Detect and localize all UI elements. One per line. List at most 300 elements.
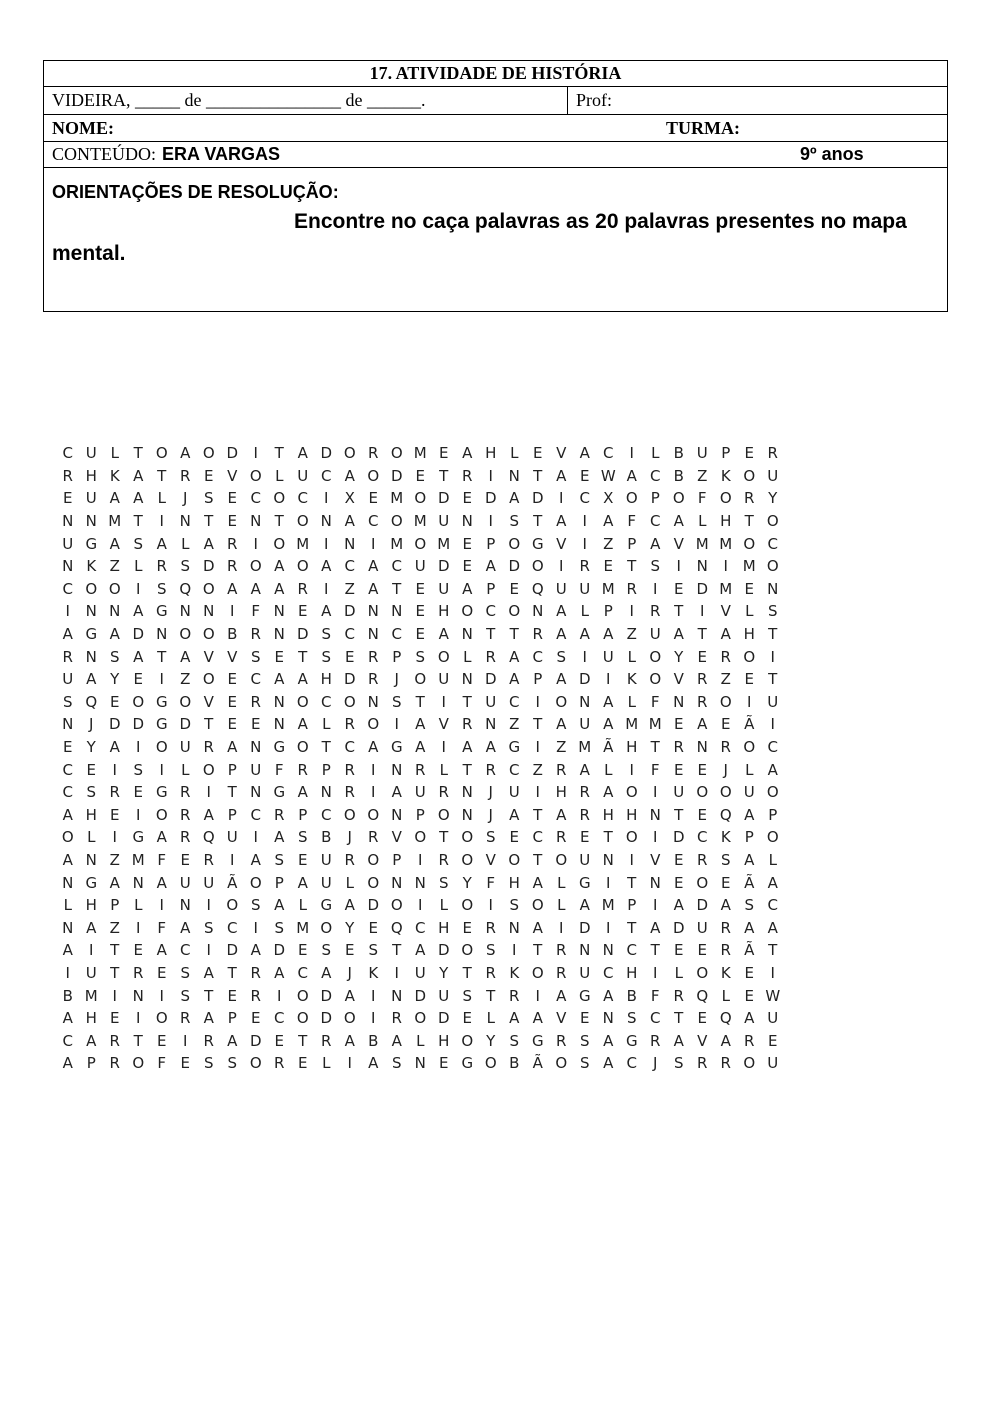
grid-letter[interactable]: Q — [179, 579, 192, 598]
grid-letter[interactable]: S — [556, 647, 567, 666]
grid-letter[interactable]: L — [580, 602, 589, 621]
grid-letter[interactable]: U — [320, 873, 332, 892]
grid-letter[interactable]: A — [556, 670, 567, 689]
grid-letter[interactable]: I — [371, 783, 376, 802]
grid-letter[interactable]: A — [227, 579, 238, 598]
grid-letter[interactable]: C — [485, 602, 496, 621]
grid-letter[interactable]: U — [438, 579, 450, 598]
grid-letter[interactable]: P — [650, 489, 660, 508]
grid-letter[interactable]: Q — [719, 805, 732, 824]
grid-letter[interactable]: A — [274, 828, 285, 847]
grid-letter[interactable]: M — [413, 512, 427, 531]
grid-letter[interactable]: P — [274, 873, 284, 892]
grid-letter[interactable]: I — [770, 963, 775, 982]
grid-letter[interactable]: W — [600, 466, 616, 485]
grid-letter[interactable]: Q — [390, 918, 403, 937]
grid-letter[interactable]: O — [367, 715, 380, 734]
grid-letter[interactable]: S — [368, 941, 379, 960]
grid-letter[interactable]: L — [768, 850, 777, 869]
grid-letter[interactable]: T — [744, 512, 754, 531]
grid-letter[interactable]: S — [274, 850, 285, 869]
grid-letter[interactable]: I — [629, 444, 634, 463]
grid-letter[interactable]: H — [85, 805, 97, 824]
grid-letter[interactable]: N — [461, 670, 473, 689]
grid-letter[interactable]: V — [673, 534, 684, 553]
grid-letter[interactable]: T — [227, 783, 237, 802]
grid-letter[interactable]: T — [486, 625, 496, 644]
grid-letter[interactable]: R — [485, 963, 496, 982]
grid-letter[interactable]: G — [155, 783, 168, 802]
grid-letter[interactable]: D — [320, 444, 333, 463]
grid-letter[interactable]: Ã — [744, 941, 755, 960]
grid-letter[interactable]: U — [767, 1009, 779, 1028]
grid-letter[interactable]: U — [438, 670, 450, 689]
grid-letter[interactable]: M — [131, 850, 145, 869]
grid-letter[interactable]: E — [603, 557, 613, 576]
grid-letter[interactable]: I — [324, 489, 329, 508]
grid-letter[interactable]: O — [555, 1054, 568, 1073]
grid-letter[interactable]: S — [579, 1031, 590, 1050]
grid-letter[interactable]: T — [204, 986, 214, 1005]
grid-letter[interactable]: I — [629, 850, 634, 869]
grid-letter[interactable]: O — [719, 783, 732, 802]
grid-letter[interactable]: T — [133, 512, 143, 531]
grid-letter[interactable]: N — [696, 557, 708, 576]
grid-letter[interactable]: G — [85, 534, 98, 553]
grid-letter[interactable]: N — [602, 850, 614, 869]
grid-letter[interactable]: O — [273, 489, 286, 508]
grid-letter[interactable]: M — [648, 715, 662, 734]
grid-letter[interactable]: H — [320, 670, 332, 689]
grid-letter[interactable]: O — [461, 850, 474, 869]
grid-letter[interactable]: I — [136, 805, 141, 824]
grid-letter[interactable]: S — [297, 828, 308, 847]
grid-letter[interactable]: M — [601, 579, 615, 598]
grid-letter[interactable]: C — [626, 1054, 637, 1073]
grid-letter[interactable]: E — [274, 647, 284, 666]
grid-letter[interactable]: Q — [85, 692, 98, 711]
grid-letter[interactable]: K — [368, 963, 379, 982]
grid-letter[interactable]: E — [721, 873, 731, 892]
grid-letter[interactable]: C — [250, 805, 261, 824]
grid-letter[interactable]: S — [203, 489, 214, 508]
grid-letter[interactable]: N — [461, 783, 473, 802]
grid-letter[interactable]: U — [320, 850, 332, 869]
grid-letter[interactable]: I — [371, 760, 376, 779]
grid-letter[interactable]: I — [653, 896, 658, 915]
grid-letter[interactable]: F — [157, 918, 167, 937]
grid-letter[interactable]: E — [415, 625, 425, 644]
grid-letter[interactable]: A — [744, 918, 755, 937]
grid-letter[interactable]: L — [557, 873, 566, 892]
grid-letter[interactable]: U — [696, 444, 708, 463]
grid-letter[interactable]: N — [179, 602, 191, 621]
grid-letter[interactable]: C — [62, 579, 73, 598]
grid-letter[interactable]: N — [391, 805, 403, 824]
grid-letter[interactable]: I — [136, 1009, 141, 1028]
grid-letter[interactable]: M — [84, 986, 98, 1005]
grid-letter[interactable]: P — [415, 805, 425, 824]
grid-letter[interactable]: Ã — [603, 738, 614, 757]
grid-letter[interactable]: T — [486, 986, 496, 1005]
grid-letter[interactable]: C — [368, 512, 379, 531]
grid-letter[interactable]: R — [133, 963, 144, 982]
grid-letter[interactable]: U — [85, 444, 97, 463]
grid-letter[interactable]: A — [509, 489, 520, 508]
grid-letter[interactable]: N — [62, 873, 74, 892]
grid-letter[interactable]: N — [156, 625, 168, 644]
grid-letter[interactable]: C — [227, 918, 238, 937]
grid-letter[interactable]: R — [579, 557, 590, 576]
grid-letter[interactable]: O — [367, 873, 380, 892]
grid-letter[interactable]: A — [603, 625, 614, 644]
grid-letter[interactable]: T — [462, 963, 472, 982]
grid-letter[interactable]: H — [720, 512, 732, 531]
grid-letter[interactable]: A — [556, 602, 567, 621]
grid-letter[interactable]: D — [249, 1031, 262, 1050]
grid-letter[interactable]: A — [673, 625, 684, 644]
grid-letter[interactable]: U — [673, 783, 685, 802]
grid-letter[interactable]: O — [531, 963, 544, 982]
grid-letter[interactable]: O — [625, 489, 638, 508]
grid-letter[interactable]: E — [227, 670, 237, 689]
grid-letter[interactable]: U — [743, 783, 755, 802]
grid-letter[interactable]: T — [603, 828, 613, 847]
grid-letter[interactable]: T — [509, 625, 519, 644]
grid-letter[interactable]: N — [508, 918, 520, 937]
grid-letter[interactable]: I — [347, 1054, 352, 1073]
grid-letter[interactable]: C — [391, 625, 402, 644]
grid-letter[interactable]: R — [62, 647, 73, 666]
grid-letter[interactable]: O — [461, 941, 474, 960]
grid-letter[interactable]: O — [696, 873, 709, 892]
grid-letter[interactable]: M — [390, 489, 404, 508]
grid-letter[interactable]: E — [251, 715, 261, 734]
grid-letter[interactable]: O — [766, 783, 779, 802]
grid-letter[interactable]: U — [579, 963, 591, 982]
grid-letter[interactable]: E — [133, 783, 143, 802]
grid-letter[interactable]: T — [133, 444, 143, 463]
grid-letter[interactable]: T — [674, 602, 684, 621]
grid-letter[interactable]: O — [743, 466, 756, 485]
grid-letter[interactable]: B — [368, 1031, 379, 1050]
grid-letter[interactable]: O — [296, 512, 309, 531]
grid-letter[interactable]: S — [180, 986, 191, 1005]
grid-letter[interactable]: O — [226, 896, 239, 915]
grid-letter[interactable]: A — [109, 489, 120, 508]
grid-letter[interactable]: A — [274, 579, 285, 598]
grid-letter[interactable]: D — [273, 941, 286, 960]
grid-letter[interactable]: G — [85, 625, 98, 644]
grid-letter[interactable]: N — [62, 715, 74, 734]
grid-letter[interactable]: O — [484, 1054, 497, 1073]
grid-letter[interactable]: O — [461, 896, 474, 915]
grid-letter[interactable]: A — [744, 850, 755, 869]
grid-letter[interactable]: L — [674, 963, 683, 982]
grid-letter[interactable]: A — [368, 557, 379, 576]
grid-letter[interactable]: E — [345, 647, 355, 666]
grid-letter[interactable]: L — [627, 692, 636, 711]
grid-letter[interactable]: Z — [180, 670, 191, 689]
grid-letter[interactable]: O — [461, 828, 474, 847]
grid-letter[interactable]: A — [579, 896, 590, 915]
grid-letter[interactable]: R — [297, 760, 308, 779]
grid-letter[interactable]: U — [767, 466, 779, 485]
grid-letter[interactable]: O — [249, 1054, 262, 1073]
grid-letter[interactable]: A — [344, 512, 355, 531]
grid-letter[interactable]: R — [109, 1054, 120, 1073]
grid-letter[interactable]: N — [62, 557, 74, 576]
grid-letter[interactable]: A — [297, 670, 308, 689]
grid-letter[interactable]: O — [414, 670, 427, 689]
grid-letter[interactable]: H — [85, 1009, 97, 1028]
grid-letter[interactable]: I — [629, 760, 634, 779]
grid-letter[interactable]: E — [744, 579, 754, 598]
grid-letter[interactable]: E — [298, 602, 308, 621]
grid-letter[interactable]: N — [391, 602, 403, 621]
grid-letter[interactable]: E — [298, 1054, 308, 1073]
grid-letter[interactable]: T — [627, 557, 637, 576]
grid-letter[interactable]: Y — [768, 489, 778, 508]
grid-letter[interactable]: I — [559, 489, 564, 508]
grid-letter[interactable]: D — [367, 896, 380, 915]
grid-letter[interactable]: G — [531, 1031, 544, 1050]
grid-letter[interactable]: E — [768, 1031, 778, 1050]
grid-letter[interactable]: O — [296, 986, 309, 1005]
grid-letter[interactable]: N — [250, 512, 262, 531]
grid-letter[interactable]: O — [343, 805, 356, 824]
grid-letter[interactable]: C — [650, 512, 661, 531]
grid-letter[interactable]: Z — [532, 760, 543, 779]
grid-letter[interactable]: K — [720, 828, 731, 847]
grid-letter[interactable]: P — [227, 760, 237, 779]
grid-letter[interactable]: R — [579, 783, 590, 802]
grid-letter[interactable]: R — [250, 963, 261, 982]
grid-letter[interactable]: H — [626, 963, 638, 982]
grid-letter[interactable]: R — [485, 760, 496, 779]
grid-letter[interactable]: E — [462, 1009, 472, 1028]
grid-letter[interactable]: A — [297, 873, 308, 892]
grid-letter[interactable]: V — [650, 850, 661, 869]
grid-letter[interactable]: V — [438, 715, 449, 734]
grid-letter[interactable]: O — [743, 534, 756, 553]
grid-letter[interactable]: S — [485, 941, 496, 960]
grid-letter[interactable]: O — [202, 625, 215, 644]
grid-letter[interactable]: E — [110, 805, 120, 824]
grid-letter[interactable]: I — [136, 738, 141, 757]
grid-letter[interactable]: A — [509, 1009, 520, 1028]
grid-letter[interactable]: E — [744, 670, 754, 689]
grid-letter[interactable]: M — [296, 918, 310, 937]
grid-letter[interactable]: I — [324, 534, 329, 553]
grid-letter[interactable]: B — [673, 466, 684, 485]
grid-letter[interactable]: L — [651, 444, 660, 463]
grid-letter[interactable]: D — [108, 715, 121, 734]
grid-letter[interactable]: C — [415, 918, 426, 937]
grid-letter[interactable]: V — [697, 1031, 708, 1050]
grid-letter[interactable]: U — [579, 579, 591, 598]
grid-letter[interactable]: P — [392, 647, 402, 666]
grid-letter[interactable]: L — [721, 986, 730, 1005]
grid-letter[interactable]: R — [180, 466, 191, 485]
grid-letter[interactable]: P — [744, 828, 754, 847]
grid-letter[interactable]: Z — [109, 557, 120, 576]
grid-letter[interactable]: A — [556, 512, 567, 531]
grid-letter[interactable]: S — [203, 918, 214, 937]
grid-letter[interactable]: O — [766, 828, 779, 847]
grid-letter[interactable]: D — [531, 489, 544, 508]
grid-letter[interactable]: D — [414, 986, 427, 1005]
grid-letter[interactable]: R — [203, 1031, 214, 1050]
grid-letter[interactable]: R — [203, 850, 214, 869]
grid-letter[interactable]: O — [555, 850, 568, 869]
grid-letter[interactable]: I — [747, 692, 752, 711]
grid-letter[interactable]: T — [462, 692, 472, 711]
grid-letter[interactable]: A — [556, 986, 567, 1005]
grid-letter[interactable]: R — [626, 579, 637, 598]
grid-letter[interactable]: O — [414, 489, 427, 508]
grid-letter[interactable]: R — [344, 715, 355, 734]
grid-letter[interactable]: E — [580, 466, 590, 485]
grid-letter[interactable]: T — [274, 512, 284, 531]
grid-letter[interactable]: U — [62, 534, 74, 553]
grid-letter[interactable]: A — [767, 918, 778, 937]
grid-letter[interactable]: N — [250, 738, 262, 757]
grid-letter[interactable]: L — [345, 873, 354, 892]
grid-letter[interactable]: S — [720, 850, 731, 869]
grid-letter[interactable]: Z — [697, 466, 708, 485]
grid-letter[interactable]: N — [649, 873, 661, 892]
grid-letter[interactable]: P — [627, 896, 637, 915]
grid-letter[interactable]: U — [579, 850, 591, 869]
grid-letter[interactable]: U — [414, 557, 426, 576]
grid-letter[interactable]: I — [770, 647, 775, 666]
grid-letter[interactable]: O — [179, 625, 192, 644]
grid-letter[interactable]: A — [250, 579, 261, 598]
grid-letter[interactable]: C — [603, 963, 614, 982]
grid-letter[interactable]: B — [62, 986, 73, 1005]
grid-letter[interactable]: E — [533, 444, 543, 463]
grid-letter[interactable]: A — [297, 783, 308, 802]
grid-letter[interactable]: C — [321, 805, 332, 824]
grid-letter[interactable]: O — [296, 1009, 309, 1028]
grid-letter[interactable]: T — [533, 512, 543, 531]
grid-letter[interactable]: I — [653, 963, 658, 982]
grid-letter[interactable]: A — [62, 805, 73, 824]
grid-letter[interactable]: R — [344, 850, 355, 869]
grid-letter[interactable]: E — [674, 715, 684, 734]
grid-letter[interactable]: A — [650, 918, 661, 937]
grid-letter[interactable]: E — [180, 1054, 190, 1073]
grid-letter[interactable]: S — [133, 760, 144, 779]
grid-letter[interactable]: H — [438, 1031, 450, 1050]
grid-letter[interactable]: R — [438, 850, 449, 869]
grid-letter[interactable]: A — [438, 625, 449, 644]
grid-letter[interactable]: I — [418, 850, 423, 869]
grid-letter[interactable]: N — [508, 466, 520, 485]
grid-letter[interactable]: K — [109, 466, 120, 485]
grid-letter[interactable]: A — [321, 602, 332, 621]
grid-letter[interactable]: A — [344, 986, 355, 1005]
grid-letter[interactable]: A — [109, 738, 120, 757]
grid-letter[interactable]: A — [720, 896, 731, 915]
grid-letter[interactable]: N — [696, 738, 708, 757]
grid-letter[interactable]: G — [132, 828, 145, 847]
grid-letter[interactable]: E — [157, 1031, 167, 1050]
grid-letter[interactable]: R — [485, 647, 496, 666]
grid-letter[interactable]: T — [768, 625, 778, 644]
grid-letter[interactable]: S — [415, 647, 426, 666]
grid-letter[interactable]: E — [674, 941, 684, 960]
grid-letter[interactable]: N — [391, 986, 403, 1005]
grid-letter[interactable]: N — [367, 602, 379, 621]
grid-letter[interactable]: R — [697, 692, 708, 711]
grid-letter[interactable]: O — [155, 738, 168, 757]
grid-letter[interactable]: R — [673, 986, 684, 1005]
grid-letter[interactable]: N — [132, 986, 144, 1005]
grid-letter[interactable]: A — [133, 602, 144, 621]
grid-letter[interactable]: E — [415, 602, 425, 621]
grid-letter[interactable]: D — [437, 557, 450, 576]
grid-letter[interactable]: U — [179, 738, 191, 757]
grid-letter[interactable]: O — [390, 444, 403, 463]
grid-letter[interactable]: R — [274, 805, 285, 824]
grid-letter[interactable]: C — [62, 783, 73, 802]
grid-letter[interactable]: C — [321, 466, 332, 485]
grid-letter[interactable]: T — [674, 1009, 684, 1028]
grid-letter[interactable]: A — [109, 534, 120, 553]
grid-letter[interactable]: O — [437, 805, 450, 824]
grid-letter[interactable]: C — [391, 557, 402, 576]
grid-letter[interactable]: R — [344, 783, 355, 802]
grid-letter[interactable]: N — [344, 534, 356, 553]
grid-letter[interactable]: J — [89, 715, 94, 734]
grid-letter[interactable]: O — [508, 850, 521, 869]
grid-letter[interactable]: N — [367, 692, 379, 711]
grid-letter[interactable]: N — [602, 941, 614, 960]
grid-letter[interactable]: E — [509, 579, 519, 598]
grid-letter[interactable]: S — [321, 647, 332, 666]
grid-letter[interactable]: D — [179, 715, 192, 734]
grid-letter[interactable]: K — [509, 963, 520, 982]
grid-letter[interactable]: T — [110, 941, 120, 960]
grid-letter[interactable]: U — [696, 918, 708, 937]
grid-letter[interactable]: M — [742, 557, 756, 576]
grid-letter[interactable]: R — [556, 941, 567, 960]
grid-letter[interactable]: O — [719, 489, 732, 508]
grid-letter[interactable]: I — [441, 692, 446, 711]
grid-letter[interactable]: O — [367, 805, 380, 824]
grid-letter[interactable]: R — [227, 557, 238, 576]
grid-letter[interactable]: O — [202, 760, 215, 779]
grid-letter[interactable]: C — [626, 941, 637, 960]
grid-letter[interactable]: A — [344, 1031, 355, 1050]
grid-letter[interactable]: I — [653, 783, 658, 802]
grid-letter[interactable]: P — [486, 579, 496, 598]
grid-letter[interactable]: A — [532, 918, 543, 937]
grid-letter[interactable]: O — [625, 783, 638, 802]
grid-letter[interactable]: E — [63, 738, 73, 757]
grid-letter[interactable]: I — [535, 986, 540, 1005]
grid-letter[interactable]: D — [320, 1009, 333, 1028]
grid-letter[interactable]: I — [582, 512, 587, 531]
grid-letter[interactable]: U — [767, 1054, 779, 1073]
grid-letter[interactable]: N — [132, 873, 144, 892]
grid-letter[interactable]: N — [62, 512, 74, 531]
grid-letter[interactable]: Y — [110, 670, 120, 689]
grid-letter[interactable]: Q — [696, 986, 709, 1005]
grid-letter[interactable]: O — [743, 738, 756, 757]
